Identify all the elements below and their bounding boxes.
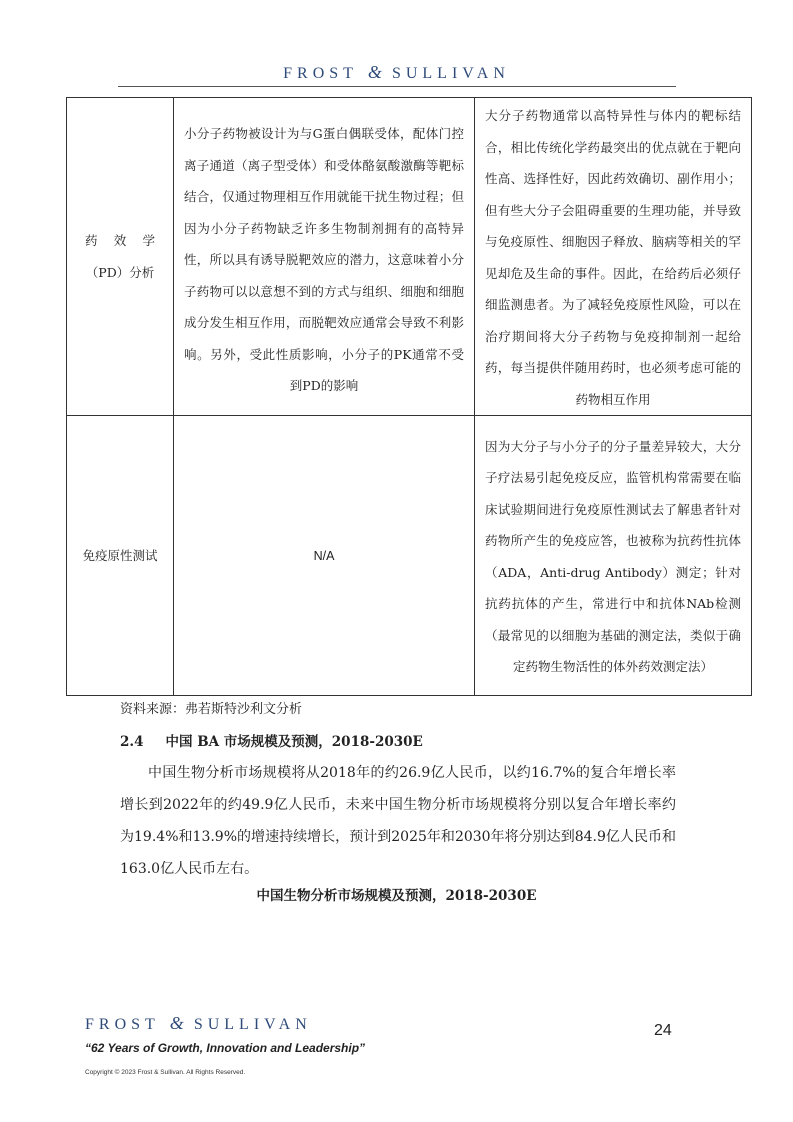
copyright-notice: Copyright © 2023 Frost & Sullivan. All Rights Reserved.	[85, 1069, 246, 1076]
small-molecule-text: N/A	[313, 548, 335, 563]
large-molecule-cell	[475, 98, 752, 416]
row-label-cell	[67, 416, 174, 696]
table-row	[67, 416, 752, 696]
brand-text-sullivan: SULLIVAN	[193, 1016, 312, 1033]
section-number: 2.4	[120, 734, 144, 750]
section-title: 中国 BA 市场规模及预测，2018-2030E	[165, 734, 423, 750]
footer-brand-logo	[85, 1013, 312, 1034]
header-brand-logo	[0, 62, 793, 83]
footer-tagline: “62 Years of Growth, Innovation and Leadership”	[85, 1041, 366, 1055]
page-number: 24	[654, 1022, 672, 1039]
large-molecule-cell	[475, 416, 752, 696]
section-heading	[120, 730, 423, 750]
large-molecule-text: 因为大分子与小分子的分子量差异较大，大分子疗法易引起免疫反应，监管机构常需要在临床试验期间进行免疫原性测试去了解患者针对药物所产生的免疫应答，也被称为抗药性抗体（ADA，Anti-drug Antibody）测定；针对抗药抗体的产生，常进行中和抗体NAb检测（最常见的以细胞为基础的测定法，类似于确定药物生物活性的体外药效测定法）	[485, 438, 741, 674]
brand-ampersand: &	[169, 1013, 184, 1033]
large-molecule-text: 大分子药物通常以高特异性与体内的靶标结合，相比传统化学药最突出的优点就在于靶向性高、选择性好，因此药效确切、副作用小；但有些大分子会阻碍重要的生理功能，并导致与免疫原性、细胞因子释放、脑病等相关的罕见却危及生命的事件。因此，在给药后必须仔细监测患者。为了减轻免疫原性风险，可以在治疗期间将大分子药物与免疫抑制剂一起给药，每当提供伴随用药时，也必须考虑可能的药物相互作用	[485, 108, 741, 407]
brand-ampersand: &	[367, 62, 382, 82]
brand-text-frost: FROST	[85, 1016, 160, 1033]
body-paragraph: 中国生物分析市场规模将从2018年的约26.9亿人民币，以约16.7%的复合年增长率增长到2022年的约49.9亿人民币，未来中国生物分析市场规模将分别以复合年增长率约为19.4%和13.9%的增速持续增长，预计到2025年和2030年将分别达到84.9亿人民币和163.0亿人民币左右。	[120, 765, 676, 877]
small-molecule-cell	[174, 98, 475, 416]
chart-title: 中国生物分析市场规模及预测，2018-2030E	[256, 888, 537, 904]
small-molecule-cell	[174, 416, 475, 696]
brand-text-frost: FROST	[283, 65, 358, 82]
table-row	[67, 98, 752, 416]
brand-text-sullivan: SULLIVAN	[391, 65, 510, 82]
header-divider	[118, 86, 676, 87]
row-label-cell	[67, 98, 174, 416]
small-molecule-text: 小分子药物被设计为与G蛋白偶联受体，配体门控离子通道（离子型受体）和受体酪氨酸激酶等靶标结合，仅通过物理相互作用就能干扰生物过程；但因为小分子药物缺乏许多生物制剂拥有的高特异性，所以具有诱导脱靶效应的潜力，这意味着小分子药物可以以意想不到的方式与组织、细胞和细胞成分发生相互作用，而脱靶效应通常会导致不利影响。另外，受此性质影响，小分子的PK通常不受到PD的影响	[184, 126, 464, 394]
source-note: 资料来源：弗若斯特沙利文分析	[120, 702, 303, 717]
comparison-table	[66, 97, 752, 696]
row-label: 药效学（PD）分析	[85, 233, 155, 280]
row-label: 免疫原性测试	[82, 547, 158, 563]
